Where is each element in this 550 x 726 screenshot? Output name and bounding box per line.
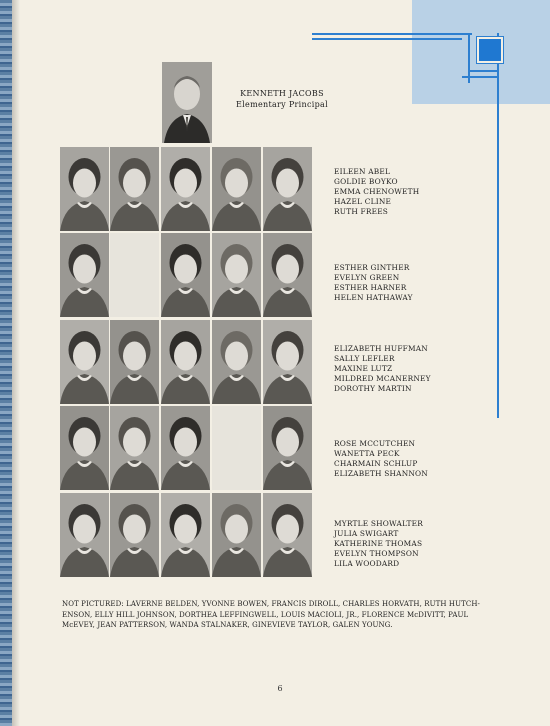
teacher-portrait: [110, 406, 159, 490]
teacher-portrait: [110, 493, 159, 577]
teacher-portrait: [212, 320, 261, 404]
teacher-name: WANETTA PECK: [334, 449, 400, 458]
teacher-portrait: [60, 147, 109, 231]
principal-photo: [162, 62, 212, 143]
teacher-portrait: [60, 320, 109, 404]
name-list-row-3: [334, 344, 431, 394]
teacher-name: EVELYN THOMPSON: [334, 549, 419, 558]
teacher-name: MILDRED MCANERNEY: [334, 374, 431, 383]
name-list-row-2: [334, 263, 413, 303]
principal-title: Elementary Principal: [236, 100, 328, 109]
teacher-name: DOROTHY MARTIN: [334, 384, 412, 393]
teacher-portrait: [263, 406, 312, 490]
teacher-name: ESTHER HARNER: [334, 283, 407, 292]
name-list-row-1: [334, 167, 419, 217]
teacher-name: GOLDIE BOYKO: [334, 177, 398, 186]
teacher-name: EVELYN GREEN: [334, 273, 400, 282]
teacher-portrait: [60, 233, 109, 317]
teacher-portrait: [161, 406, 210, 490]
principal-caption: [223, 88, 341, 110]
teacher-portrait: [161, 320, 210, 404]
teacher-name: CHARMAIN SCHLUP: [334, 459, 418, 468]
teacher-portrait: [161, 147, 210, 231]
spiral-binding: [0, 0, 12, 726]
deco-line-horizontal-inner-2: [462, 76, 497, 78]
teacher-portrait: [110, 147, 159, 231]
teacher-portrait: [263, 233, 312, 317]
teacher-portrait: [263, 493, 312, 577]
teacher-portrait: [60, 493, 109, 577]
name-list-row-4: [334, 439, 428, 479]
teacher-name: EMMA CHENOWETH: [334, 187, 420, 196]
teacher-name: ELIZABETH HUFFMAN: [334, 344, 428, 353]
principal-name: KENNETH JACOBS: [240, 89, 324, 98]
deco-line-top: [312, 33, 472, 35]
page-number: 6: [277, 684, 283, 693]
teacher-name: LILA WOODARD: [334, 559, 400, 568]
teacher-name: HAZEL CLINE: [334, 197, 392, 206]
teacher-portrait: [263, 320, 312, 404]
empty-photo-slot: [110, 233, 159, 317]
not-pictured-line-3: McEVEY, JEAN PATTERSON, WANDA STALNAKER, GINEVIEVE TAYLOR, GALEN YOUNG.: [62, 621, 393, 629]
empty-photo-slot: [212, 406, 261, 490]
teacher-name: MAXINE LUTZ: [334, 364, 393, 373]
deco-line-top-inner: [312, 38, 462, 40]
deco-line-horizontal-inner: [468, 70, 497, 72]
not-pictured-list: [62, 599, 502, 631]
not-pictured-line-1: [62, 599, 502, 610]
teacher-portrait: [161, 493, 210, 577]
teacher-portrait: [60, 406, 109, 490]
teacher-portrait: [212, 493, 261, 577]
not-pictured-label: NOT PICTURED:: [62, 600, 124, 608]
teacher-portrait: [161, 233, 210, 317]
teacher-name: RUTH FREES: [334, 207, 389, 216]
teacher-name: ROSE MCCUTCHEN: [334, 439, 416, 448]
teacher-portrait: [212, 233, 261, 317]
teacher-name: HELEN HATHAWAY: [334, 293, 413, 302]
teacher-portrait: [263, 147, 312, 231]
deco-line-vertical: [497, 33, 499, 418]
name-list-row-5: [334, 519, 423, 569]
not-pictured-line-2: ENSON, ELLY HILL JOHNSON, DORTHEA LEFFINGWELL, LOUIS MACIOLI, JR., FLORENCE McDIVITT, PAUL: [62, 610, 469, 619]
teacher-name: JULIA SWIGART: [334, 529, 399, 538]
teacher-portrait: [212, 147, 261, 231]
teacher-name: KATHERINE THOMAS: [334, 539, 423, 548]
teacher-name: MYRTLE SHOWALTER: [334, 519, 423, 528]
teacher-name: ELIZABETH SHANNON: [334, 469, 428, 478]
teacher-portrait: [110, 320, 159, 404]
teacher-name: ESTHER GINTHER: [334, 263, 410, 272]
deco-square: [477, 37, 503, 63]
not-pictured-names: LAVERNE BELDEN, YVONNE BOWEN, FRANCIS DIROLL, CHARLES HORVATH, RUTH HUTCH-: [126, 600, 481, 608]
binding-shadow: [12, 0, 20, 726]
teacher-name: SALLY LEFLER: [334, 354, 395, 363]
teacher-name: EILEEN ABEL: [334, 167, 391, 176]
